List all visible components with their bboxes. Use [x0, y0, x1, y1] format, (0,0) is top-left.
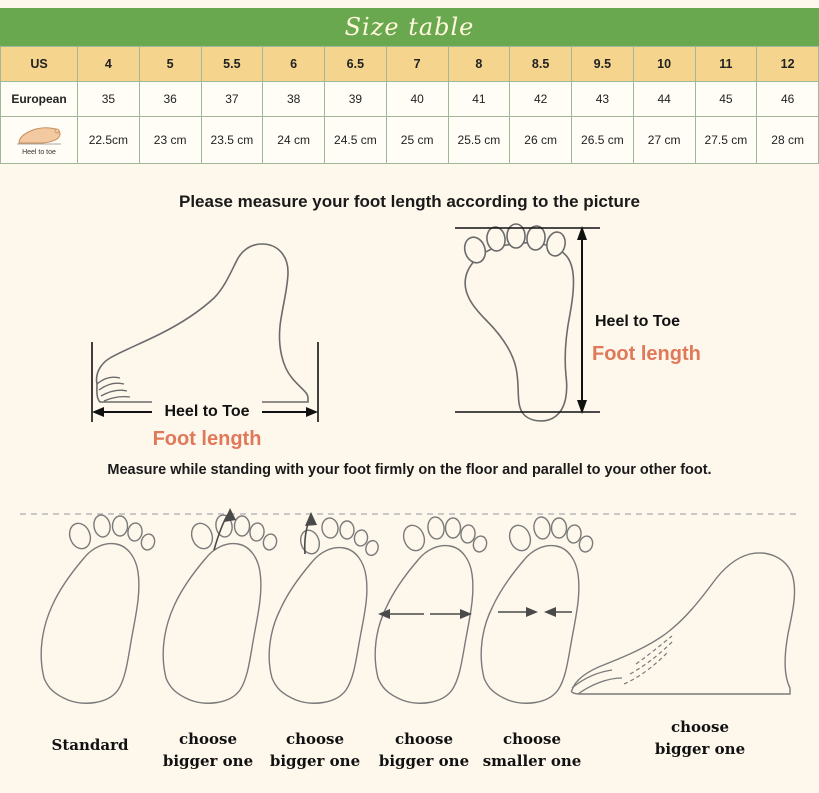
table-cell: 44	[633, 82, 695, 117]
table-cell: 24.5 cm	[325, 117, 387, 164]
table-cell: 45	[695, 82, 757, 117]
table-cell: 41	[448, 82, 510, 117]
side-foot-length-label: Foot length	[152, 428, 262, 450]
top-foot-illustration	[455, 224, 722, 421]
table-cell: 39	[325, 82, 387, 117]
fit-caption-4-line1: choose	[394, 730, 454, 748]
table-cell: 9.5	[572, 47, 634, 82]
fit-caption-4-line2: bigger one	[378, 752, 470, 770]
table-cell: 10	[633, 47, 695, 82]
side-foot-illustration	[92, 244, 318, 466]
table-cell: 43	[572, 82, 634, 117]
measurement-diagrams	[0, 216, 819, 466]
size-table	[0, 46, 819, 164]
table-cell: 36	[139, 82, 201, 117]
table-cell: 23 cm	[139, 117, 201, 164]
table-row-cm	[1, 117, 819, 164]
table-cell: 25.5 cm	[448, 117, 510, 164]
table-cell: 6	[263, 47, 325, 82]
top-heel-to-toe-label: Heel to Toe	[595, 313, 681, 330]
fit-example-3	[269, 512, 380, 770]
foot-icon-label: Heel to toe	[22, 149, 56, 156]
table-row-us	[1, 47, 819, 82]
table-cell: 4	[78, 47, 140, 82]
fit-example-5	[481, 516, 594, 770]
table-cell: 5	[139, 47, 201, 82]
table-cell: 27.5 cm	[695, 117, 757, 164]
row-label-european: European	[1, 82, 78, 117]
side-heel-to-toe-label: Heel to Toe	[164, 403, 250, 420]
fit-examples	[0, 488, 819, 788]
table-cell: 42	[510, 82, 572, 117]
fit-examples-svg	[0, 488, 819, 788]
fit-caption-3-line2: bigger one	[269, 752, 361, 770]
table-cell: 23.5 cm	[201, 117, 263, 164]
table-cell: 6.5	[325, 47, 387, 82]
table-cell: 28 cm	[757, 117, 819, 164]
fit-example-2	[163, 508, 279, 770]
table-cell: 11	[695, 47, 757, 82]
table-cell: 37	[201, 82, 263, 117]
table-cell: 5.5	[201, 47, 263, 82]
page-title-bar	[0, 8, 819, 46]
table-cell: 12	[757, 47, 819, 82]
table-cell: 35	[78, 82, 140, 117]
table-cell: 25 cm	[386, 117, 448, 164]
table-cell: 46	[757, 82, 819, 117]
fit-caption-5-line2: smaller one	[482, 752, 582, 770]
table-cell: 27 cm	[633, 117, 695, 164]
row-label-us: US	[1, 47, 78, 82]
measure-heading: Please measure your foot length according to the picture	[179, 192, 640, 211]
fit-caption-6-line1: choose	[670, 718, 730, 736]
standing-note: Measure while standing with your foot firmly on the floor and parallel to your other foot.	[107, 462, 712, 478]
fit-caption-3-line1: choose	[285, 730, 345, 748]
fit-caption-2-line1: choose	[178, 730, 238, 748]
row-label-foot	[1, 117, 78, 164]
table-cell: 26.5 cm	[572, 117, 634, 164]
fit-caption-5-line1: choose	[502, 730, 562, 748]
table-cell: 7	[386, 47, 448, 82]
fit-caption-1-line1: Standard	[51, 736, 129, 754]
heel-to-toe-icon	[3, 124, 75, 156]
top-foot-length-label: Foot length	[592, 343, 701, 365]
fit-caption-2-line2: bigger one	[162, 752, 254, 770]
table-row-european	[1, 82, 819, 117]
diagram-svg	[0, 216, 819, 466]
fit-example-4	[375, 516, 488, 770]
table-cell: 22.5cm	[78, 117, 140, 164]
fit-example-6	[571, 553, 794, 758]
table-cell: 8	[448, 47, 510, 82]
table-cell: 24 cm	[263, 117, 325, 164]
table-cell: 40	[386, 82, 448, 117]
foot-print-icon	[13, 124, 65, 148]
table-cell: 8.5	[510, 47, 572, 82]
page-title: Size table	[344, 13, 475, 41]
fit-caption-6-line2: bigger one	[654, 740, 746, 758]
table-cell: 26 cm	[510, 117, 572, 164]
table-cell: 38	[263, 82, 325, 117]
fit-example-1	[41, 514, 156, 754]
